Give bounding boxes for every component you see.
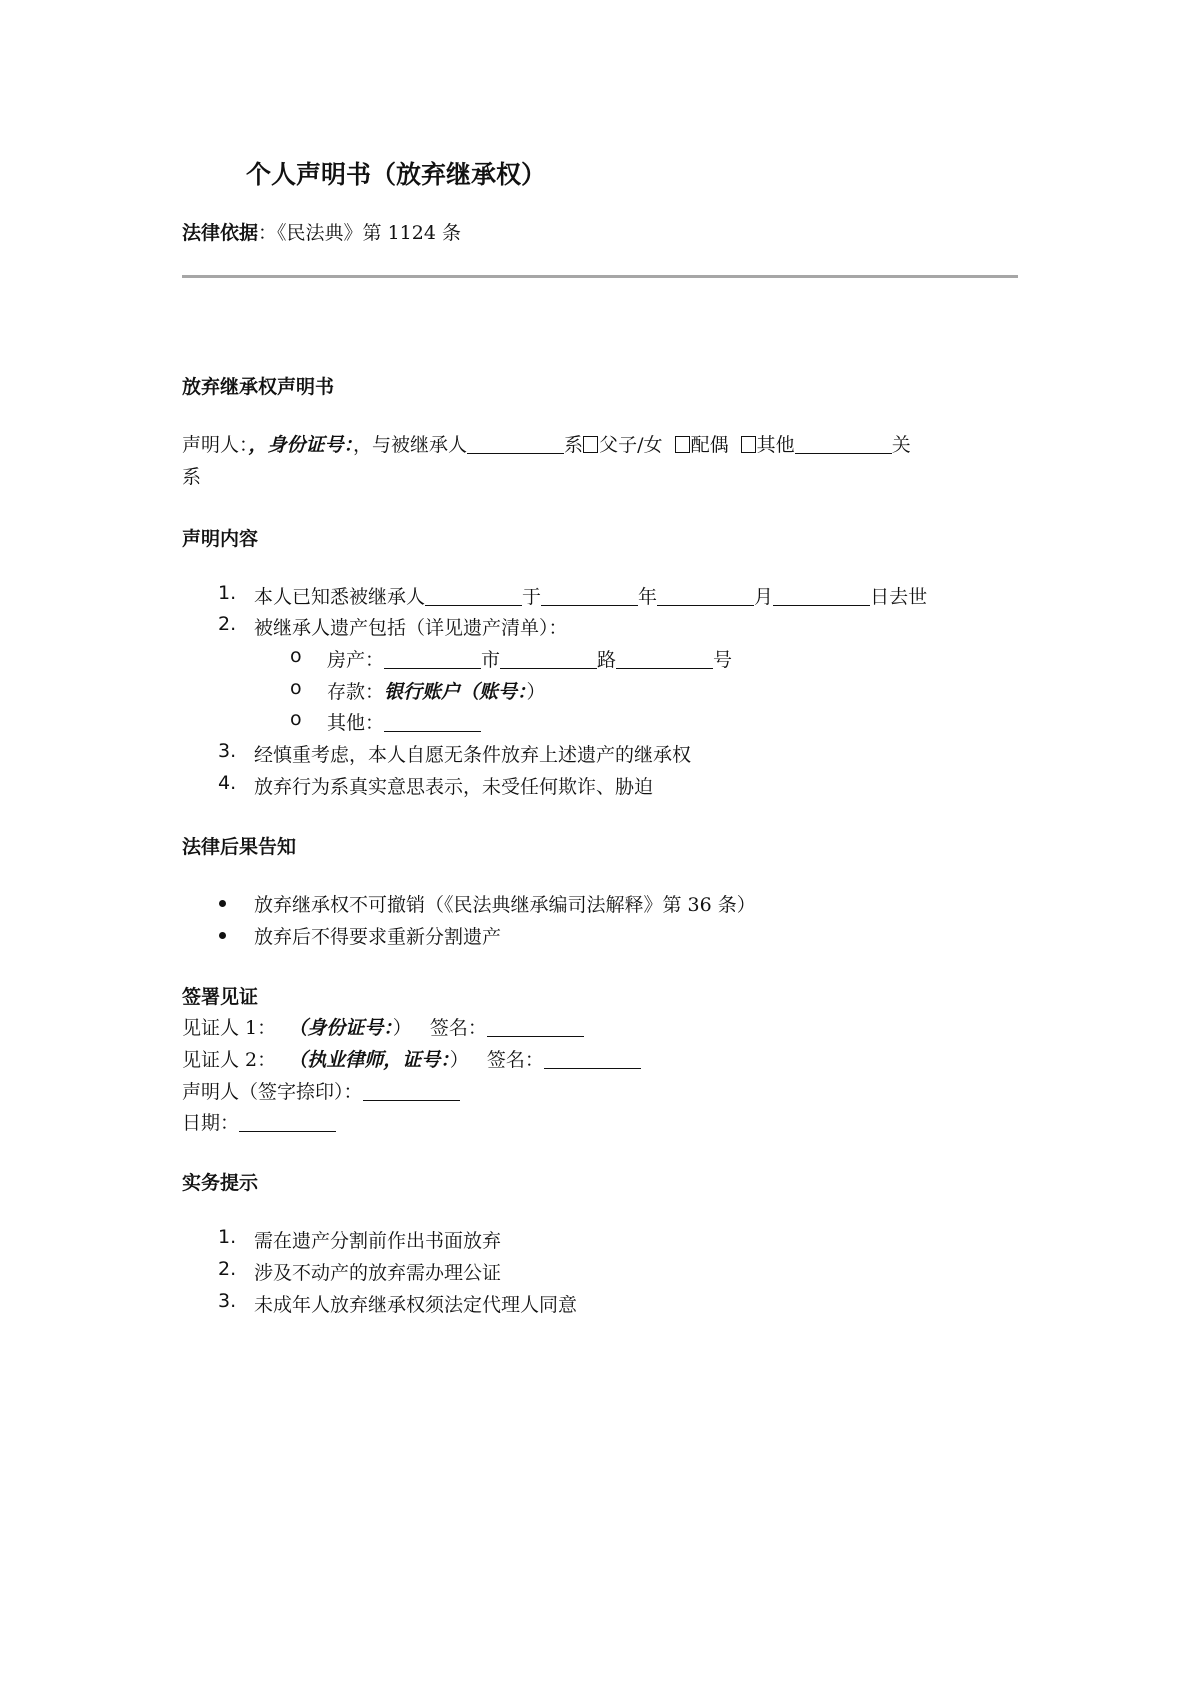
date-line: 日期： [182, 1108, 336, 1135]
blank-other-assets[interactable] [384, 711, 481, 732]
blank-other-relation[interactable] [795, 433, 892, 454]
blank-year[interactable] [541, 585, 638, 606]
list-item: 本人已知悉被继承人 于 年 月 日去世 [254, 586, 928, 608]
list-item: 需在遗产分割前作出书面放弃 [254, 1230, 502, 1252]
blank-road[interactable] [500, 648, 597, 669]
checkbox-spouse[interactable] [675, 436, 690, 453]
blank-witness2-signature[interactable] [544, 1048, 641, 1069]
blank-name[interactable] [425, 585, 522, 606]
list-item: 涉及不动产的放弃需办理公证 [254, 1262, 502, 1284]
blank-witness1-signature[interactable] [487, 1016, 584, 1037]
list-item: 放弃行为系真实意思表示，未受任何欺诈、胁迫 [254, 776, 654, 798]
sub-item-property: 房产： 市 路 号 [327, 649, 733, 671]
declarant-signature-line: 声明人（签字捺印）： [182, 1077, 460, 1104]
divider [182, 275, 1018, 278]
section-heading-declaration: 放弃继承权声明书 [182, 376, 335, 398]
blank-city[interactable] [384, 648, 481, 669]
blank-date[interactable] [239, 1111, 336, 1132]
blank-month[interactable] [657, 585, 754, 606]
list-item: 经慎重考虑，本人自愿无条件放弃上述遗产的继承权 [254, 744, 692, 766]
document-title: 个人声明书（放弃继承权） [246, 160, 547, 189]
blank-decedent[interactable] [467, 433, 564, 454]
list-item: 未成年人放弃继承权须法定代理人同意 [254, 1294, 578, 1316]
blank-day[interactable] [773, 585, 870, 606]
checkbox-other[interactable] [741, 436, 756, 453]
section-heading-content: 声明内容 [182, 528, 259, 550]
bullet [219, 900, 226, 907]
legal-basis: 法律依据：《民法典》第 1124 条 [182, 222, 461, 244]
sub-item-deposit: 存款：银行账户（账号：） [327, 681, 546, 703]
blank-declarant-signature[interactable] [363, 1080, 460, 1101]
list-item: 放弃继承权不可撤销（《民法典继承编司法解释》第 36 条） [254, 894, 756, 916]
list-item: 被继承人遗产包括（详见遗产清单）： [254, 617, 568, 639]
legal-basis-label: 法律依据 [182, 222, 259, 244]
checkbox-parent-child[interactable] [583, 436, 598, 453]
sub-item-other: 其他： [327, 708, 481, 735]
section-heading-legal-consequences: 法律后果告知 [182, 836, 297, 858]
section-heading-practice-tips: 实务提示 [182, 1172, 259, 1194]
bullet [219, 932, 226, 939]
witness-1-line: 见证人 1： （身份证号：） 签名： [182, 1013, 584, 1040]
list-item: 放弃后不得要求重新分割遗产 [254, 926, 502, 948]
declarant-line: 声明人：，身份证号：，与被继承人 系 父子/女 配偶 其他 关 [182, 434, 911, 456]
document-page: 个人声明书（放弃继承权） 法律依据：《民法典》第 1124 条 放弃继承权声明书 声明人：，身份证号：，与被继承人 系 父子/女 配偶 其他 关 系 声明内容 1. 本人已知悉被继承人 于 年 月 日去世 2. 被继承人遗产包括（详见遗产清单）： o 房产： 市 路 号 o 存款：银行账户（账号：） o 其他： 3. 经慎重考虑，本人自愿无条件放弃上述遗产的继承权 4. 放弃行为系真实意思表示，未受任何欺诈、胁迫 法律后果告知 放弃继承权不可撤销（《民法典继承编司法解释》第 36 条） 放弃后不得要求重新分割遗产 签署见证 见证人 1： （身份证号：） 签名： 见证人 2： （执业律师，证号：） 签名： 声明人（签字捺印）： 日期： 实务提示 1. 需在遗产分割前作出书面放弃 2. 涉及不动产的放弃需办理公证 3. 未成年人放弃继承权须法定代理人同意 [0, 0, 1190, 1683]
section-heading-signatures: 签署见证 [182, 986, 259, 1008]
witness-2-line: 见证人 2： （执业律师，证号：） 签名： [182, 1045, 641, 1072]
legal-basis-text: 《民法典》第 1124 条 [277, 222, 461, 244]
blank-number[interactable] [616, 648, 713, 669]
